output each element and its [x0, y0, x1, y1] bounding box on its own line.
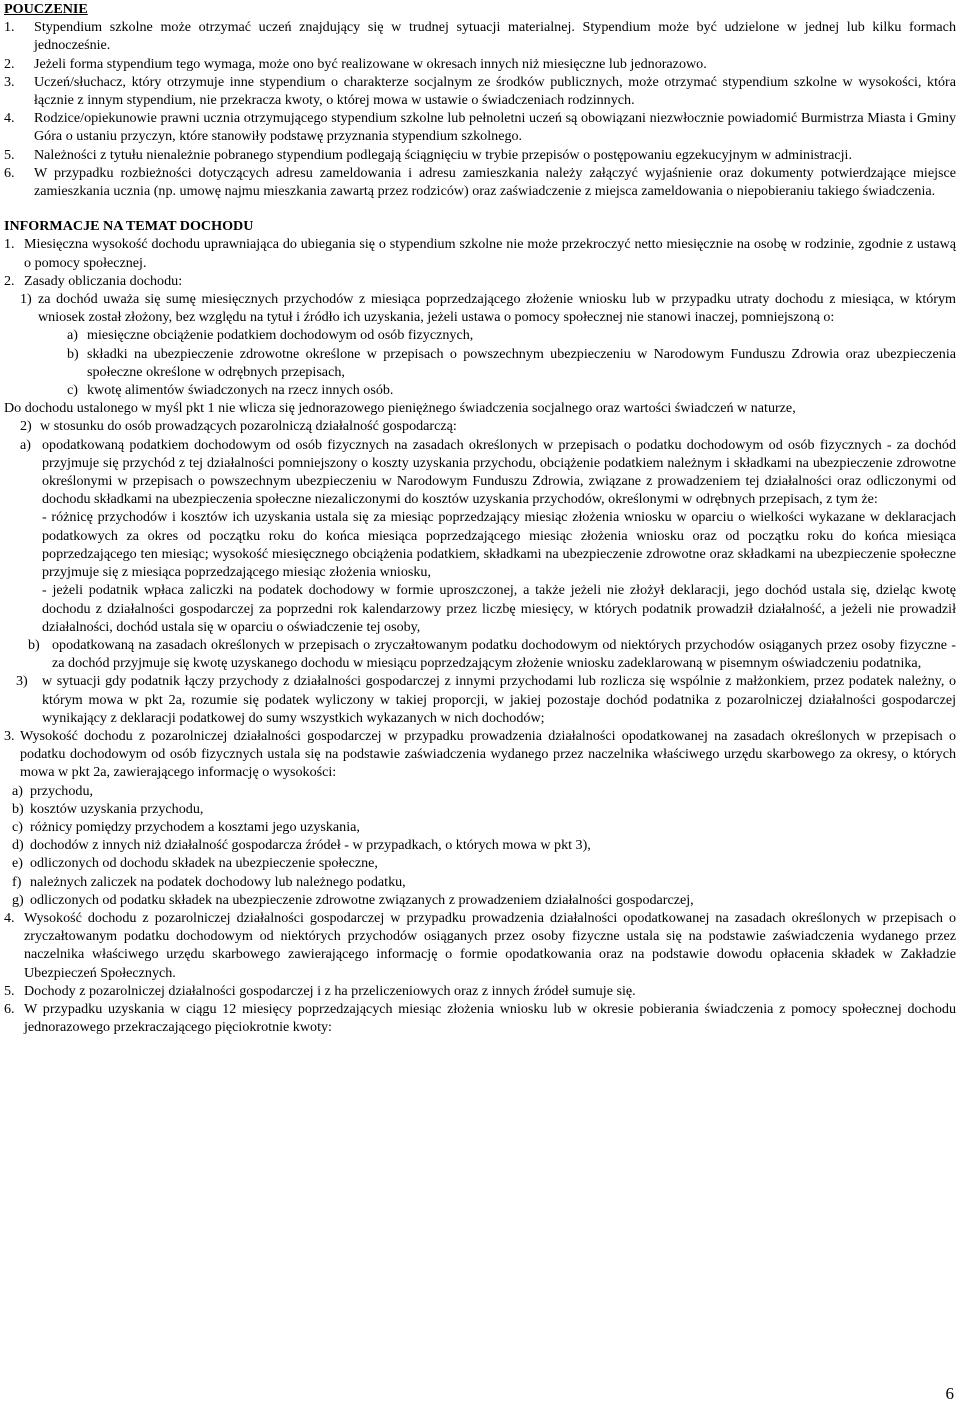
item-text: dochodów z innych niż działalność gospodarcza źródeł - w przypadkach, o których mowa w pkt 3),	[30, 837, 591, 854]
dochod-rule-2a-dash-2: - jeżeli podatnik wpłaca zaliczki na podatek dochodowy w formie uproszczonej, a także jeżeli nie złożył deklaracji, jego dochód ustala się, dzieląc kwotę dochodu z działalności gospodarczej za poprzedni rok kalendarzowy przez liczbę miesięcy, w których podatnik prowadził działalność, a jeżeli nie prowadził działalności, dochód ustala się w oparciu o oświadczenie tej osoby,	[42, 582, 956, 635]
item-number: a)	[12, 782, 23, 799]
item-text: Uczeń/słuchacz, który otrzymuje inne stypendium o charakterze socjalnym ze środków publicznych, może otrzymać stypendium szkolne w wysokości, która łącznie z innym stypendium, nie przekracza kwoty, o której mowa w ustawie o świadczeniach rodzinnych.	[34, 73, 956, 109]
dochod-point-5	[4, 982, 956, 1000]
dochod-heading: INFORMACJE NA TEMAT DOCHODU	[4, 218, 254, 235]
item-number: 3)	[16, 673, 28, 690]
item-number: a)	[20, 436, 31, 453]
item-number: 3.	[4, 73, 15, 90]
dochod-rule-3	[4, 672, 956, 727]
item-number: 2)	[20, 418, 32, 435]
item-text: odliczonych od dochodu składek na ubezpieczenie społeczne,	[30, 855, 378, 872]
dochod-rule-2b	[4, 636, 956, 672]
item-text: Miesięczna wysokość dochodu uprawniająca do ubiegania się o stypendium szkolne nie może przekroczyć netto miesięcznie na osobę w rodzinie, zgodnie z ustawą o pomocy społecznej.	[24, 236, 956, 271]
item-number: 6.	[4, 1000, 15, 1017]
item-number: 4.	[4, 110, 15, 127]
item-number: 1.	[4, 236, 15, 253]
item-text: różnicy pomiędzy przychodem a kosztami jego uzyskania,	[30, 818, 360, 835]
item-text: Wysokość dochodu z pozarolniczej działalności gospodarczej w przypadku prowadzenia działalności opodatkowanej na zasadach określonych w przepisach o zryczałtowanym podatku dochodowym od niektórych przychodów osiąganych przez osoby fizyczne ustala się na podstawie zaświadczenia wydanego przez naczelnika właściwego urzędu skarbowego zawierającego informację o formie opodatkowania oraz na podstawie dowodu opłacenia składek w Zakładzie Ubezpieczeń Społecznych.	[24, 909, 956, 981]
dochod-point-3-g	[4, 891, 956, 909]
pouczenie-item-3	[4, 73, 956, 109]
pouczenie-item-2	[4, 55, 956, 73]
item-text: Rodzice/opiekunowie prawni ucznia otrzymującego stypendium szkolne lub pełnoletni uczeń są obowiązani niezwłocznie powiadomić Burmistrza Miasta i Gminy Góra o ustaniu przyczyn, które stanowiły podstawę przyznania stypendium szkolnego.	[34, 110, 956, 145]
dochod-point-3-d	[4, 836, 956, 854]
dochod-point-2	[4, 272, 956, 290]
dochod-rule-1	[4, 290, 956, 326]
dochod-point-6	[4, 1000, 956, 1036]
dochod-rule-2	[4, 417, 956, 435]
item-number: 1)	[20, 291, 32, 308]
item-number: 6.	[4, 164, 15, 181]
dochod-rule-2a-dash-1: - różnicę przychodów i kosztów ich uzyskania ustala się za miesiąc poprzedzający miesiąc złożenia wniosku w oparciu o wielkości wykazane w deklaracjach podatkowych za okres od początku roku do końca miesiąca poprzedzającego miesiąc złożenia wniosku oraz od początku roku do końca miesiąca poprzedzającego ten miesiąc; wysokość miesięcznego obciążenia podatkiem, składkami na ubezpieczenie zdrowotne oraz składkami na ubezpieczenie społeczne przyjmuje się z miesiąca poprzedzającego miesiąc złożenia wniosku,	[42, 509, 956, 581]
page-number: 6	[945, 1383, 954, 1403]
dochod-point-3-b	[4, 800, 956, 818]
dochod-rule-2a	[4, 436, 956, 509]
item-number: c)	[12, 818, 23, 835]
item-number: b)	[67, 345, 79, 362]
dochod-point-4	[4, 909, 956, 982]
item-number: b)	[12, 800, 24, 817]
item-text: przychodu,	[30, 782, 94, 799]
item-number: 2.	[4, 272, 15, 289]
dochod-rule-1-sub-c	[4, 381, 956, 399]
item-text: Należności z tytułu nienależnie pobranego stypendium podlegają ściągnięciu w trybie przepisów o postępowaniu egzekucyjnym w administracji.	[34, 146, 852, 163]
pouczenie-item-1	[4, 18, 956, 54]
item-text: należnych zaliczek na podatek dochodowy lub należnego podatku,	[30, 873, 406, 890]
dochod-note: Do dochodu ustalonego w myśl pkt 1 nie wlicza się jednorazowego pieniężnego świadczenia socjalnego oraz wartości świadczeń w naturze,	[4, 400, 796, 417]
item-text: W przypadku uzyskania w ciągu 12 miesięcy poprzedzających miesiąc złożenia wniosku lub w okresie pobierania świadczenia z pomocy społecznej dochodu jednorazowego przekraczającego pięciokrotnie kwoty:	[24, 1000, 956, 1036]
item-number: g)	[12, 891, 24, 908]
item-number: d)	[12, 837, 24, 854]
dochod-rule-1-sub-b	[4, 345, 956, 381]
pouczenie-item-6	[4, 164, 956, 200]
item-text: Dochody z pozarolniczej działalności gospodarczej i z ha przeliczeniowych oraz z innych źródeł sumuje się.	[24, 982, 636, 999]
item-number: e)	[12, 855, 23, 872]
item-text: składki na ubezpieczenie zdrowotne określone w przepisach o powszechnym ubezpieczeniu w Narodowym Funduszu Zdrowia oraz ubezpieczenia społeczne określone w odrębnych przepisach,	[87, 345, 956, 380]
pouczenie-heading: POUCZENIE	[4, 1, 88, 17]
item-text: miesięczne obciążenie podatkiem dochodowym od osób fizycznych,	[87, 327, 474, 344]
item-text: Zasady obliczania dochodu:	[24, 272, 183, 289]
dochod-point-3-a	[4, 782, 956, 800]
item-text: za dochód uważa się sumę miesięcznych przychodów z miesiąca poprzedzającego złożenie wniosku lub w przypadku utraty dochodu z miesiąca, w którym wniosek został złożony, bez względu na tytuł i źródło ich uzyskania, jeżeli ustawa o pomocy społecznej nie stanowi inaczej, pomniejszoną o:	[38, 291, 956, 326]
item-text: Jeżeli forma stypendium tego wymaga, może ono być realizowane w okresach innych niż miesięczne lub jednorazowo.	[34, 55, 707, 72]
item-number: b)	[28, 636, 40, 653]
dochod-point-3	[4, 727, 956, 782]
item-number: 4.	[4, 909, 15, 926]
item-text: w stosunku do osób prowadzących pozarolniczą działalność gospodarczą:	[40, 418, 457, 435]
dochod-point-3-c	[4, 818, 956, 836]
item-text: W przypadku rozbieżności dotyczących adresu zameldowania i adresu zamieszkania należy załączyć wyjaśnienie oraz dokumenty potwierdzające miejsce zamieszkania ucznia (np. umowę najmu mieszkania zawartą przez rodziców) oraz zaświadczenie z miejsca zameldowania o niepobieraniu takiego świadczenia.	[34, 164, 956, 200]
dochod-rule-1-sub-a	[4, 326, 956, 344]
pouczenie-item-4	[4, 109, 956, 145]
item-number: c)	[67, 382, 78, 399]
item-text: opodatkowaną na zasadach określonych w przepisach o zryczałtowanym podatku dochodowym od niektórych przychodów osiąganych przez osoby fizyczne - za dochód przyjmuje się kwotę uzyskanego dochodu w miesiącu poprzedzającym złożenie wniosku zadeklarowaną w pisemnym oświadczeniu podatnika,	[52, 636, 956, 672]
item-number: 5.	[4, 146, 15, 163]
item-text: w sytuacji gdy podatnik łączy przychody z działalności gospodarczej z innymi przychodami lub rozlicza się wspólnie z małżonkiem, przez podatek należny, o którym mowa w pkt 2a, rozumie się podatek wyliczony w takiej proporcji, w jakiej pozostaje dochód podatnika z pozarolniczej działalności gospodarczej wynikający z deklaracji podatkowej do sumy wszystkich wykazanych w nich dochodów;	[42, 673, 956, 726]
item-number: 3.	[4, 727, 15, 744]
item-text: kwotę alimentów świadczonych na rzecz innych osób.	[87, 382, 394, 399]
item-text: Wysokość dochodu z pozarolniczej działalności gospodarczej w przypadku prowadzenia działalności opodatkowanej na zasadach określonych w przepisach o podatku dochodowym od osób fizycznych ustala się na podstawie zaświadczenia wydanego przez naczelnika właściwego urzędu skarbowego za okresy, o których mowa w pkt 2a, zawierającego informację o wysokości:	[20, 727, 956, 781]
dochod-point-3-e	[4, 854, 956, 872]
dochod-point-3-f	[4, 873, 956, 891]
item-number: 1.	[4, 19, 15, 36]
item-text: opodatkowaną podatkiem dochodowym od osób fizycznych na zasadach określonych w przepisach o podatku dochodowym od osób fizycznych - za dochód przyjmuje się przychód z tej działalności pomniejszony o koszty uzyskania przychodu, obciążenie podatkiem należnym i składkami na ubezpieczenie zdrowotne określonymi w przepisach o powszechnym ubezpieczeniu w Narodowym Funduszu Zdrowia, związane z prowadzeniem tej działalności oraz odliczonymi od dochodu składkami na ubezpieczenia społeczne niezaliczonymi do kosztów uzyskania przychodów, określonymi w odrębnych przepisach, z tym że:	[42, 436, 956, 508]
item-text: Stypendium szkolne może otrzymać uczeń znajdujący się w trudnej sytuacji materialnej. Stypendium może być udzielone w jednej lub kilku formach jednocześnie.	[34, 19, 956, 54]
pouczenie-item-5	[4, 146, 956, 164]
item-text: kosztów uzyskania przychodu,	[30, 800, 204, 817]
item-number: 2.	[4, 55, 15, 72]
dochod-point-1	[4, 235, 956, 271]
item-text: odliczonych od podatku składek na ubezpieczenie zdrowotne związanych z prowadzeniem działalności gospodarczej,	[30, 891, 694, 908]
item-number: f)	[12, 873, 22, 890]
item-number: a)	[67, 327, 78, 344]
item-number: 5.	[4, 982, 15, 999]
